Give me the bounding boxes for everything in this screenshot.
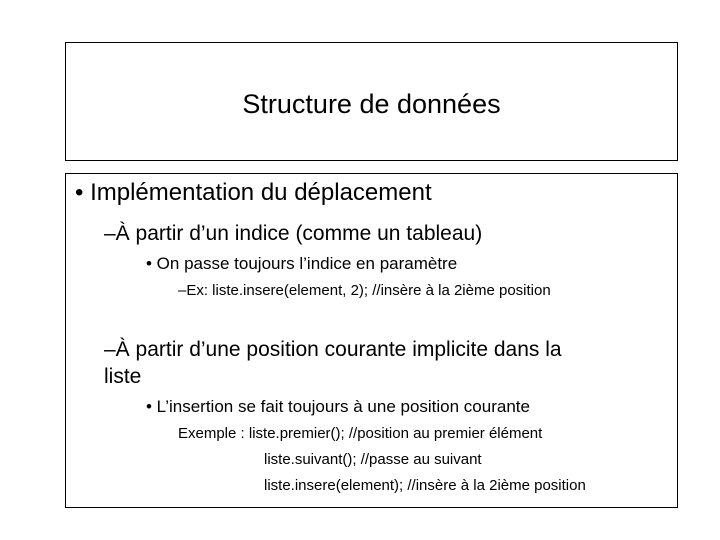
bullet-level4: –Ex: liste.insere(element, 2); //insère à la 2ième position	[178, 282, 551, 299]
bullet-level2: –À partir d’un indice (comme un tableau)	[104, 222, 483, 245]
bullet-level2-continuation: liste	[104, 365, 142, 388]
example-line: Exemple : liste.premier(); //position au premier élément	[178, 425, 543, 442]
example-line: liste.suivant(); //passe au suivant	[264, 451, 482, 468]
bullet-level3: • L’insertion se fait toujours à une position courante	[146, 397, 530, 416]
bullet-level3: • On passe toujours l’indice en paramètre	[146, 254, 458, 273]
bullet-level1: • Implémentation du déplacement	[75, 179, 432, 206]
slide-title: Structure de données	[242, 89, 501, 119]
bullet-level2: –À partir d’une position courante implicite dans la	[104, 338, 562, 361]
title-frame	[65, 42, 678, 161]
example-line: liste.insere(element); //insère à la 2ième position	[264, 477, 586, 494]
